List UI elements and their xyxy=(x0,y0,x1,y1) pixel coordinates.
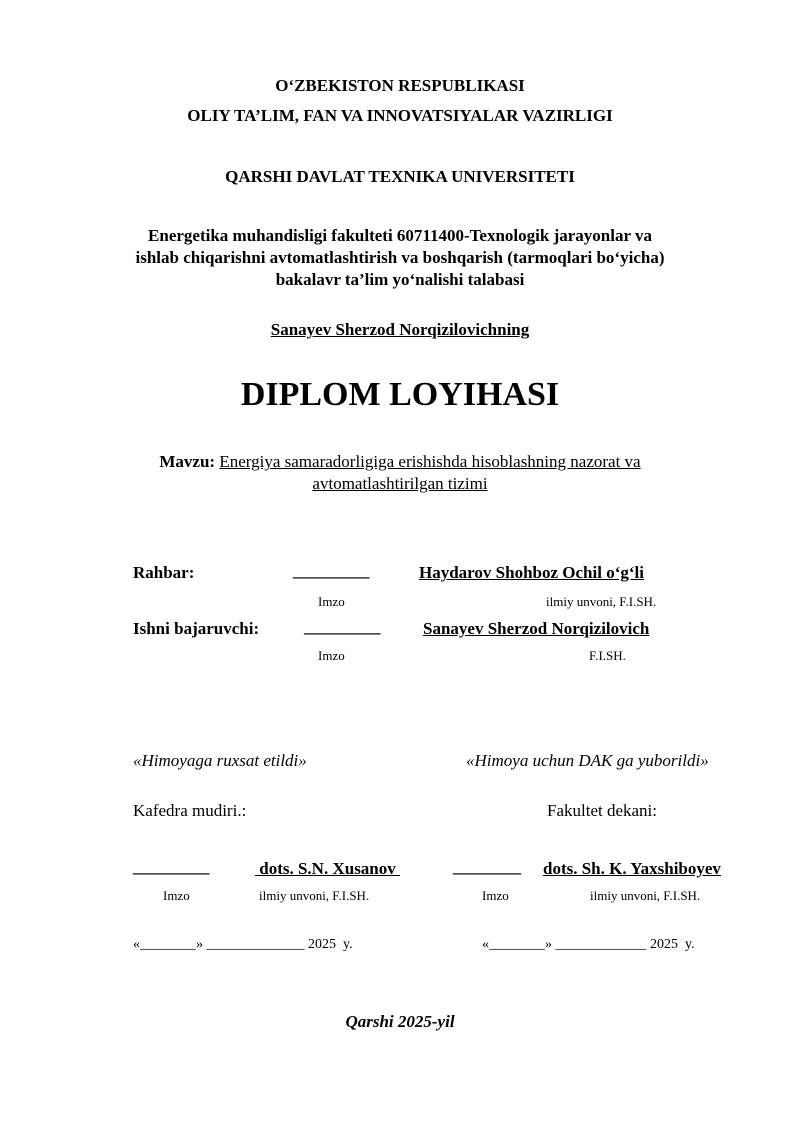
department-head-sign-line: _________ xyxy=(133,857,210,876)
university-heading: QARSHI DAVLAT TEXNIKA UNIVERSITETI xyxy=(225,167,575,186)
dak-quote: «Himoya uchun DAK ga yuborildi» xyxy=(466,751,709,770)
supervisor-sign-caption: Imzo xyxy=(318,594,345,609)
supervisor-name-caption: ilmiy unvoni, F.I.SH. xyxy=(546,594,657,609)
dean-name: dots. Sh. K. Yaxshiboyev xyxy=(543,859,721,878)
topic-label: Mavzu: xyxy=(159,452,216,471)
document-title: DIPLOM LOYIHASI xyxy=(240,376,560,413)
dean-name-caption: ilmiy unvoni, F.I.SH. xyxy=(590,888,701,903)
supervisor-name: Haydarov Shohboz Ochil o‘g‘li xyxy=(419,563,644,582)
department-head-sign-caption: Imzo xyxy=(163,888,190,903)
executor-name: Sanayev Sherzod Norqizilovich xyxy=(423,619,650,638)
place-year: Qarshi 2025-yil xyxy=(345,1012,455,1031)
executor-sign-line: _________ xyxy=(304,617,381,636)
topic-line-1 xyxy=(0,452,800,472)
supervisor-sign-line: _________ xyxy=(293,561,370,580)
dean-sign-line: ________ xyxy=(453,857,521,876)
dean-date: «________» _____________ 2025 y. xyxy=(482,937,695,952)
permission-quote: «Himoyaga ruxsat etildi» xyxy=(133,751,307,770)
dean-role: Fakultet dekani: xyxy=(547,801,658,820)
department-head-name-caption: ilmiy unvoni, F.I.SH. xyxy=(259,888,370,903)
dean-sign-caption: Imzo xyxy=(482,888,509,903)
executor-sign-caption: Imzo xyxy=(318,648,345,663)
faculty-line-3: bakalavr ta’lim yo‘nalishi talabasi xyxy=(275,270,525,289)
executor-label: Ishni bajaruvchi: xyxy=(133,619,260,638)
topic-text-1: Energiya samaradorligiga erishishda hisoblashning nazorat va xyxy=(219,452,641,471)
student-name: Sanayev Sherzod Norqizilovichning xyxy=(270,320,530,339)
supervisor-label: Rahbar: xyxy=(133,563,195,582)
faculty-line-1: Energetika muhandisligi fakulteti 60711400-Texnologik jarayonlar va xyxy=(148,226,652,245)
country-heading: O‘ZBEKISTON RESPUBLIKASI xyxy=(275,76,525,95)
executor-name-caption: F.I.SH. xyxy=(589,648,626,663)
department-head-role: Kafedra mudiri.: xyxy=(133,801,247,820)
department-head-date: «________» ______________ 2025 y. xyxy=(133,937,353,952)
ministry-heading: OLIY TA’LIM, FAN VA INNOVATSIYALAR VAZIRLIGI xyxy=(187,106,613,125)
department-head-name: dots. S.N. Xusanov xyxy=(255,859,401,878)
topic-text-2: avtomatlashtirilgan tizimi xyxy=(312,474,488,493)
faculty-line-2: ishlab chiqarishni avtomatlashtirish va boshqarish (tarmoqlari bo‘yicha) xyxy=(135,248,665,267)
